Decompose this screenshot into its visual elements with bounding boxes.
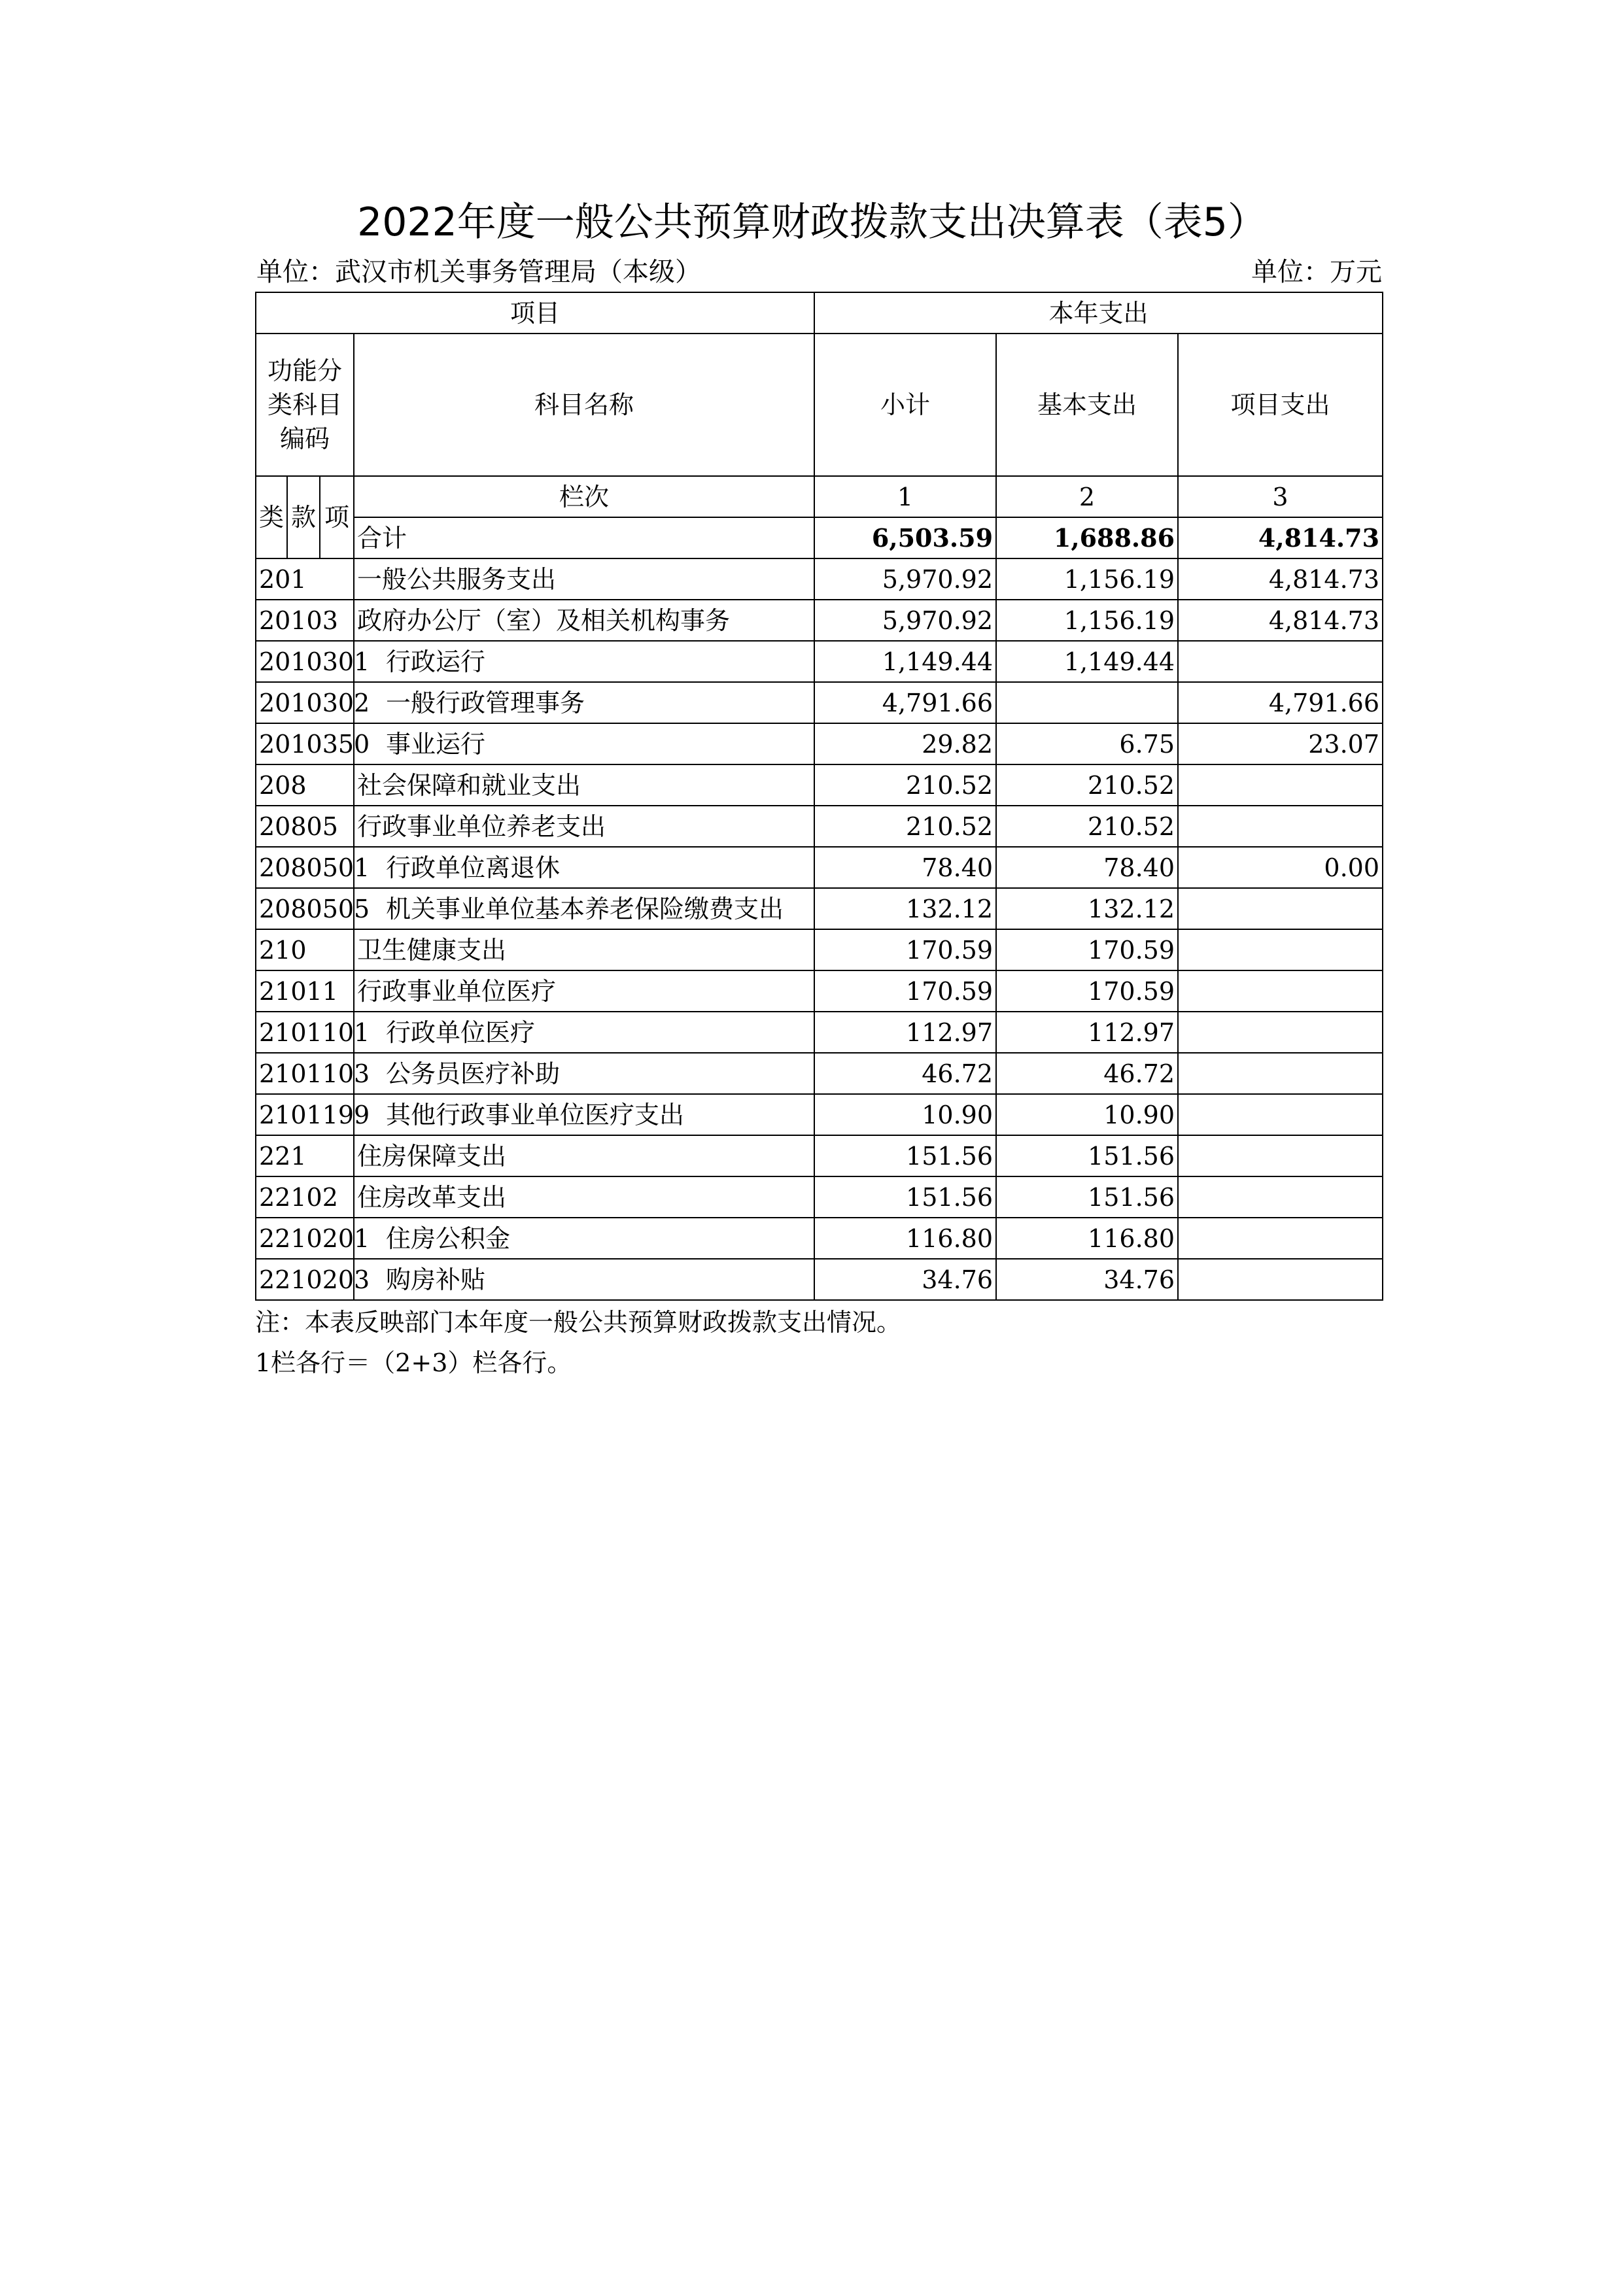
row-subject-name: 卫生健康支出 [354,929,814,970]
row-code: 2010301 [256,641,354,682]
currency-unit: 单位：万元 [1251,257,1382,287]
row-code: 21011 [256,970,354,1012]
row-code: 2080501 [256,847,354,888]
row-subtotal: 5,970.92 [814,600,996,641]
header-col3: 3 [1178,476,1383,517]
header-row-2 [256,334,1383,476]
row-subject-name: 住房改革支出 [354,1176,814,1218]
row-project: 4,791.66 [1178,682,1383,723]
row-project [1178,1176,1383,1218]
row-code: 221 [256,1135,354,1176]
table-row [256,1012,1383,1053]
footnote-1: 注：本表反映部门本年度一般公共预算财政拨款支出情况。 [255,1308,902,1337]
row-subtotal: 4,791.66 [814,682,996,723]
row-subtotal: 112.97 [814,1012,996,1053]
total-project: 4,814.73 [1178,517,1383,558]
row-basic: 170.59 [996,929,1178,970]
row-basic: 112.97 [996,1012,1178,1053]
row-code: 201 [256,558,354,600]
header-subtotal: 小计 [814,334,996,476]
table-row [256,970,1383,1012]
row-project [1178,764,1383,806]
row-project [1178,1094,1383,1135]
row-project [1178,1053,1383,1094]
row-subtotal: 29.82 [814,723,996,764]
header-project: 项目 [256,292,814,334]
row-subtotal: 170.59 [814,970,996,1012]
header-xiang: 项 [320,476,354,558]
row-project [1178,806,1383,847]
row-basic: 1,149.44 [996,641,1178,682]
row-basic: 151.56 [996,1135,1178,1176]
table-row [256,723,1383,764]
row-subtotal: 5,970.92 [814,558,996,600]
row-basic: 1,156.19 [996,600,1178,641]
total-basic: 1,688.86 [996,517,1178,558]
row-project [1178,929,1383,970]
row-subject-name: 一般公共服务支出 [354,558,814,600]
row-basic: 6.75 [996,723,1178,764]
row-subtotal: 10.90 [814,1094,996,1135]
row-basic: 46.72 [996,1053,1178,1094]
row-project: 4,814.73 [1178,600,1383,641]
row-subtotal: 78.40 [814,847,996,888]
row-code: 2101103 [256,1053,354,1094]
table-row [256,600,1383,641]
row-subject-name: 购房补贴 [354,1259,814,1300]
header-col1: 1 [814,476,996,517]
header-lei: 类 [256,476,287,558]
row-subtotal: 170.59 [814,929,996,970]
table-row [256,682,1383,723]
table-row [256,847,1383,888]
row-subtotal: 151.56 [814,1176,996,1218]
row-code: 22102 [256,1176,354,1218]
header-current-year: 本年支出 [814,292,1383,334]
row-subtotal: 210.52 [814,764,996,806]
row-basic: 132.12 [996,888,1178,929]
row-project: 0.00 [1178,847,1383,888]
row-subtotal: 34.76 [814,1259,996,1300]
row-project [1178,641,1383,682]
row-subject-name: 住房公积金 [354,1218,814,1259]
page-title: 2022年度一般公共预算财政拨款支出决算表（表5） [357,199,1267,245]
row-project [1178,1218,1383,1259]
table-row [256,929,1383,970]
header-func-code: 功能分类科目编码 [256,334,354,476]
row-subject-name: 社会保障和就业支出 [354,764,814,806]
reporting-unit: 单位：武汉市机关事务管理局（本级） [256,257,701,287]
row-subject-name: 行政事业单位医疗 [354,970,814,1012]
row-subtotal: 1,149.44 [814,641,996,682]
row-basic: 210.52 [996,764,1178,806]
row-code: 2101199 [256,1094,354,1135]
header-row-1 [256,292,1383,334]
row-basic: 151.56 [996,1176,1178,1218]
row-subtotal: 46.72 [814,1053,996,1094]
header-column-no: 栏次 [354,476,814,517]
table-row [256,806,1383,847]
header-subject-name: 科目名称 [354,334,814,476]
row-basic: 1,156.19 [996,558,1178,600]
row-project [1178,888,1383,929]
row-code: 2101101 [256,1012,354,1053]
total-label: 合计 [354,517,814,558]
row-basic: 78.40 [996,847,1178,888]
row-project [1178,1012,1383,1053]
row-code: 2080505 [256,888,354,929]
header-kuan: 款 [287,476,320,558]
row-project [1178,1135,1383,1176]
row-subject-name: 行政事业单位养老支出 [354,806,814,847]
row-code: 2210203 [256,1259,354,1300]
row-code: 2010302 [256,682,354,723]
row-basic [996,682,1178,723]
row-code: 208 [256,764,354,806]
row-subject-name: 机关事业单位基本养老保险缴费支出 [354,888,814,929]
row-project [1178,1259,1383,1300]
row-project [1178,970,1383,1012]
row-code: 2210201 [256,1218,354,1259]
row-code: 2010350 [256,723,354,764]
table-row [256,1176,1383,1218]
table-row [256,888,1383,929]
row-subject-name: 行政运行 [354,641,814,682]
table-row [256,1218,1383,1259]
row-project: 4,814.73 [1178,558,1383,600]
total-row [256,517,1383,558]
header-project-exp: 项目支出 [1178,334,1383,476]
row-subject-name: 行政单位医疗 [354,1012,814,1053]
header-col2: 2 [996,476,1178,517]
expenditure-table [255,292,1383,1301]
row-code: 20103 [256,600,354,641]
row-subject-name: 行政单位离退休 [354,847,814,888]
table-row [256,641,1383,682]
header-row-3 [256,476,1383,517]
footnote-2: 1栏各行＝（2+3）栏各行。 [255,1348,572,1377]
table-row [256,1259,1383,1300]
row-subject-name: 事业运行 [354,723,814,764]
row-code: 20805 [256,806,354,847]
table-row [256,1094,1383,1135]
row-subtotal: 116.80 [814,1218,996,1259]
row-basic: 116.80 [996,1218,1178,1259]
table-row [256,1135,1383,1176]
row-subtotal: 151.56 [814,1135,996,1176]
row-subtotal: 210.52 [814,806,996,847]
row-subject-name: 一般行政管理事务 [354,682,814,723]
row-basic: 210.52 [996,806,1178,847]
header-basic: 基本支出 [996,334,1178,476]
table-row [256,764,1383,806]
row-subject-name: 政府办公厅（室）及相关机构事务 [354,600,814,641]
row-subject-name: 公务员医疗补助 [354,1053,814,1094]
row-subject-name: 其他行政事业单位医疗支出 [354,1094,814,1135]
row-project: 23.07 [1178,723,1383,764]
row-basic: 10.90 [996,1094,1178,1135]
table-row [256,1053,1383,1094]
row-subject-name: 住房保障支出 [354,1135,814,1176]
row-basic: 34.76 [996,1259,1178,1300]
table-row [256,558,1383,600]
row-basic: 170.59 [996,970,1178,1012]
row-code: 210 [256,929,354,970]
row-subtotal: 132.12 [814,888,996,929]
total-subtotal: 6,503.59 [814,517,996,558]
